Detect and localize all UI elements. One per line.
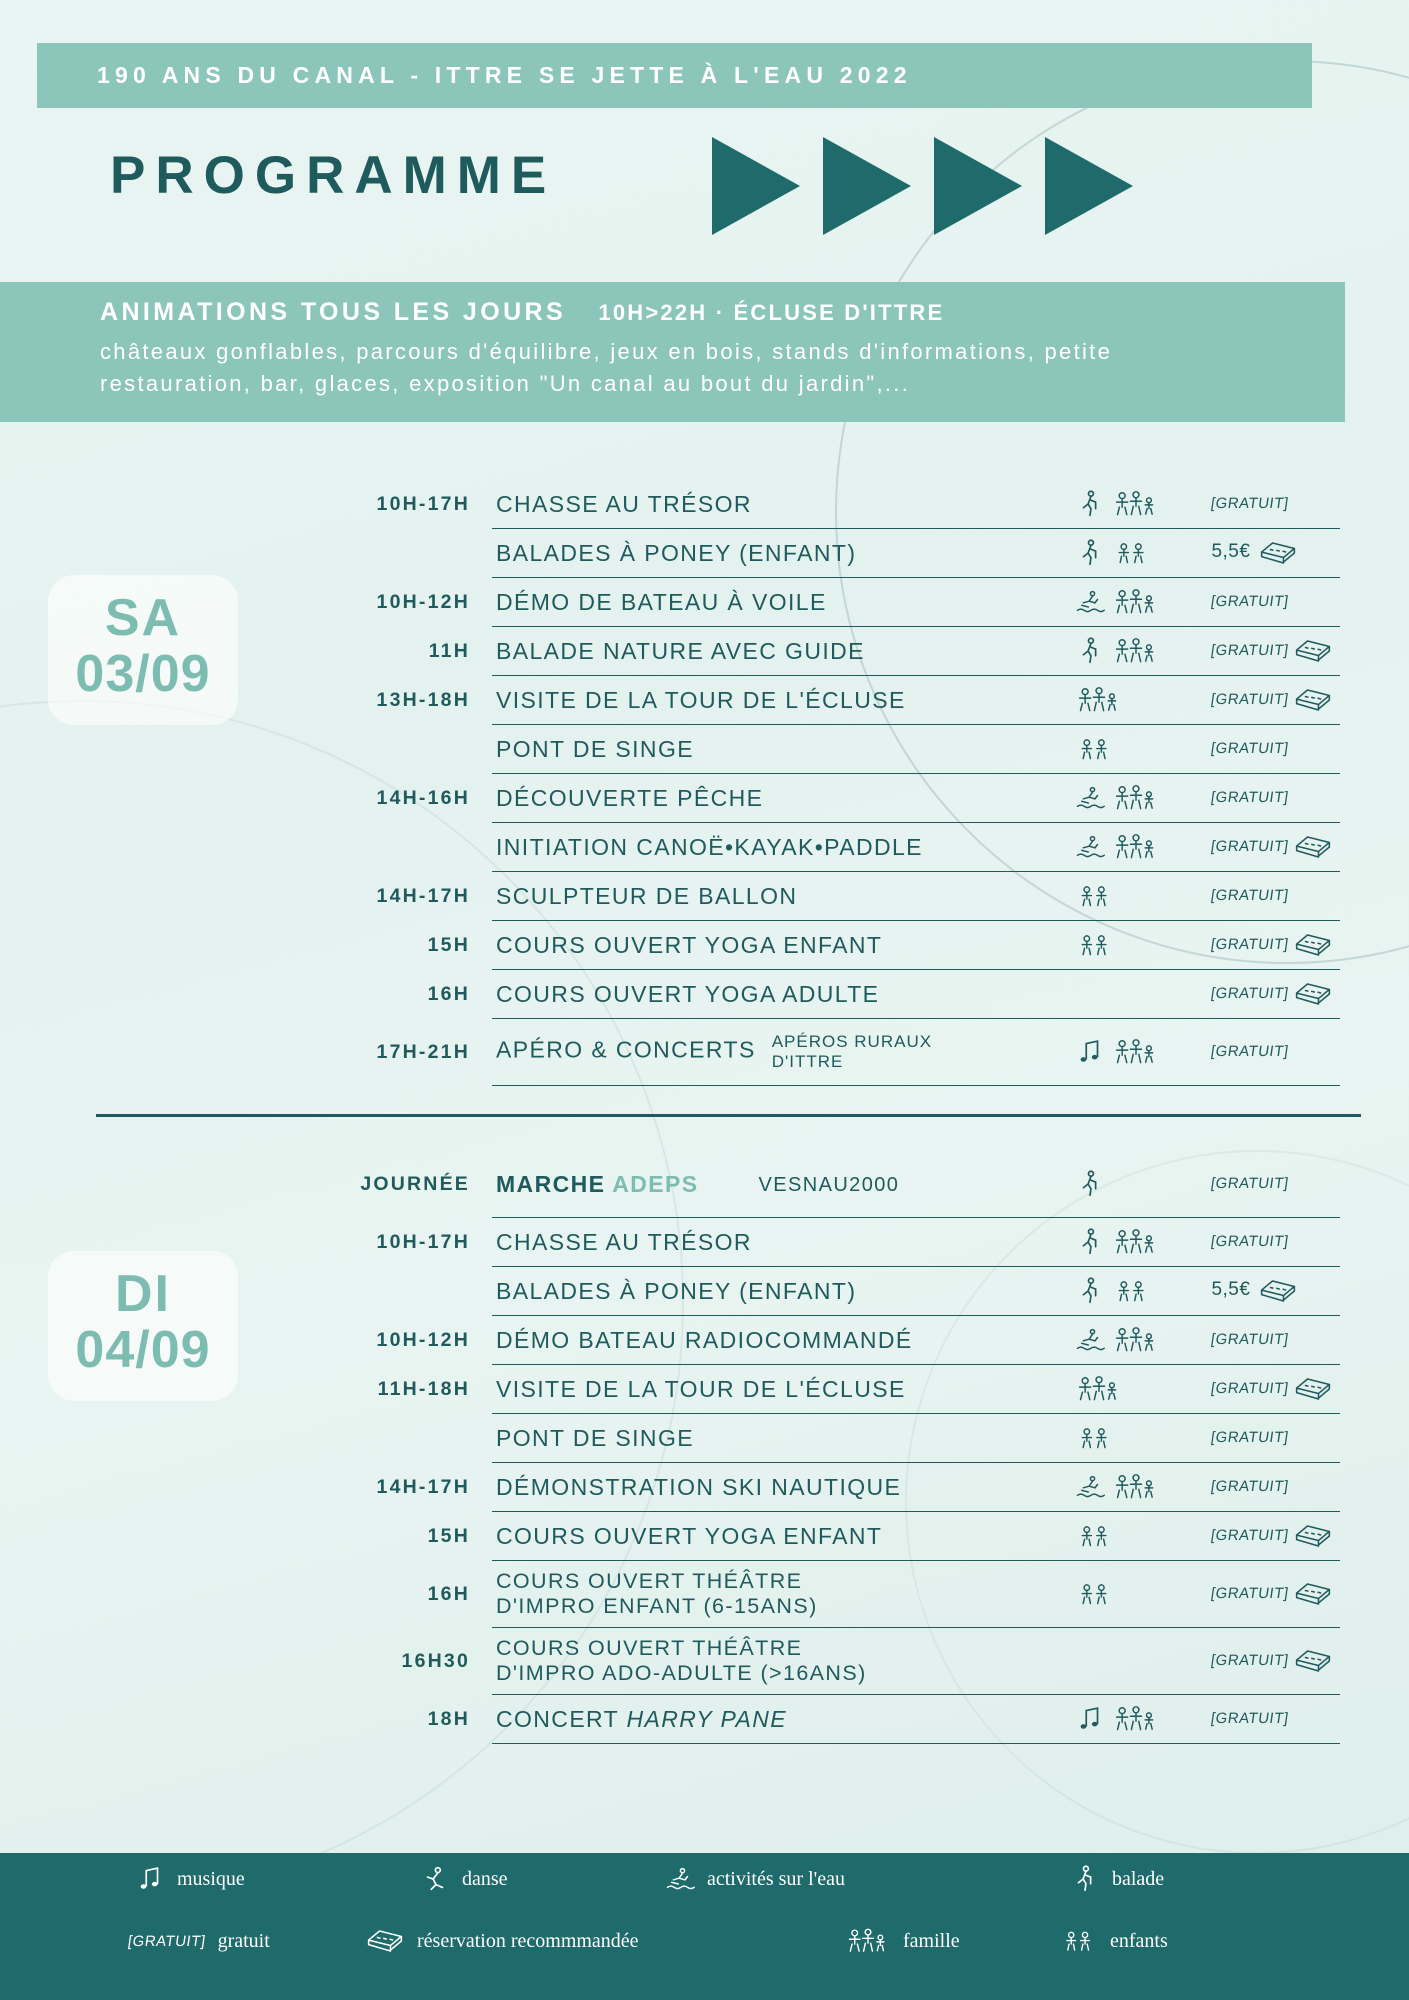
row-price	[1205, 725, 1340, 774]
day-date: 03/09	[75, 644, 211, 703]
row-time: 16H	[427, 1582, 470, 1605]
row-time: 11H	[428, 639, 470, 662]
row-time: 10H-12H	[376, 1328, 470, 1351]
row-title: MARCHE ADEPS VESNAU2000	[492, 1151, 1075, 1218]
eau-icon	[1075, 587, 1105, 617]
enfants-icon	[1075, 1520, 1115, 1552]
row-title: COURS OUVERT YOGA ENFANT	[492, 1512, 1075, 1561]
ticket-icon	[1293, 979, 1333, 1009]
top-banner-text: 190 ANS DU CANAL - ITTRE SE JETTE À L'EAU 2022	[97, 62, 912, 88]
legend-label: musique	[177, 1867, 245, 1890]
row-time: 10H-17H	[376, 1230, 470, 1253]
enfants-icon	[1060, 1926, 1098, 1956]
day-separator	[96, 1114, 1361, 1117]
day-schedule-table	[330, 1151, 1340, 1744]
row-title: CHASSE AU TRÉSOR	[492, 480, 1075, 529]
enfants-icon	[1112, 537, 1152, 569]
famille-icon	[1112, 488, 1160, 520]
gratuit-badge: [GRATUIT]	[1210, 642, 1291, 660]
animations-band	[0, 282, 1345, 422]
gratuit-badge: [GRATUIT]	[1210, 1585, 1291, 1603]
row-title: SCULPTEUR DE BALLON	[492, 872, 1075, 921]
row-time: 15H	[427, 933, 470, 956]
triangle-decoration	[712, 137, 1133, 235]
musique-icon	[135, 1864, 165, 1894]
row-time: 18H	[427, 1707, 470, 1730]
row-price	[1205, 1628, 1340, 1695]
row-title: BALADES À PONEY (ENFANT)	[492, 529, 1075, 578]
day-schedule-table	[330, 480, 1340, 1086]
famille-icon	[845, 1926, 891, 1956]
enfants-icon	[1075, 1578, 1115, 1610]
row-title: APÉRO & CONCERTS APÉROS RURAUX D'ITTRE	[492, 1019, 1075, 1086]
gratuit-icon: [GRATUIT]	[126, 1932, 207, 1950]
row-price	[1205, 1316, 1340, 1365]
row-price	[1205, 627, 1340, 676]
row-icons	[1075, 1512, 1205, 1561]
balade-icon	[1075, 1227, 1105, 1257]
row-icons	[1075, 1019, 1205, 1086]
gratuit-badge: [GRATUIT]	[1210, 1527, 1291, 1545]
animations-title	[100, 298, 1345, 327]
price-value: 5,5€	[1211, 1279, 1251, 1301]
balade-icon	[1070, 1864, 1100, 1894]
row-price	[1205, 1267, 1340, 1316]
row-time	[330, 529, 492, 578]
gratuit-badge: [GRATUIT]	[1210, 838, 1291, 856]
famille-icon	[1112, 831, 1160, 863]
gratuit-badge: [GRATUIT]	[1210, 936, 1291, 954]
row-price	[1205, 1695, 1340, 1744]
row-icons	[1075, 1316, 1205, 1365]
legend-item	[420, 1864, 508, 1894]
animations-title-hours: 10H>22H · ÉCLUSE D'ITTRE	[598, 300, 945, 325]
table-row	[330, 725, 1340, 774]
enfants-icon	[1075, 880, 1115, 912]
gratuit-badge: [GRATUIT]	[1210, 1043, 1291, 1060]
legend-footer	[0, 1853, 1409, 2000]
table-row	[330, 1463, 1340, 1512]
table-row	[330, 1561, 1340, 1628]
gratuit-badge: [GRATUIT]	[1210, 1233, 1291, 1250]
ticket-icon	[1293, 832, 1333, 862]
row-price	[1205, 1561, 1340, 1628]
table-row	[330, 823, 1340, 872]
price-value: 5,5€	[1211, 541, 1251, 563]
table-row	[330, 921, 1340, 970]
table-row	[330, 1316, 1340, 1365]
row-icons	[1075, 578, 1205, 627]
legend-label: gratuit	[217, 1929, 270, 1952]
table-row	[330, 676, 1340, 725]
ticket-icon	[1293, 685, 1333, 715]
row-price	[1205, 1151, 1340, 1218]
gratuit-badge: [GRATUIT]	[1210, 593, 1291, 610]
row-icons	[1075, 1561, 1205, 1628]
day-date: 04/09	[75, 1320, 211, 1379]
schedule	[0, 480, 1409, 1744]
row-icons	[1075, 1695, 1205, 1744]
row-icons	[1075, 823, 1205, 872]
row-price	[1205, 823, 1340, 872]
day-group	[0, 480, 1409, 1086]
day-badge	[48, 1251, 238, 1401]
ticket-icon	[1293, 1521, 1333, 1551]
row-subtitle: APÉROS RURAUX D'ITTRE	[771, 1032, 933, 1071]
musique-icon	[1075, 1037, 1105, 1067]
famille-icon	[1112, 1324, 1160, 1356]
day-name: SA	[104, 589, 182, 647]
row-price	[1205, 1365, 1340, 1414]
triangle-icon	[934, 137, 1022, 235]
row-price	[1205, 921, 1340, 970]
row-time	[330, 1414, 492, 1463]
triangle-icon	[712, 137, 800, 235]
ticket-icon	[365, 1926, 405, 1956]
row-time: 14H-17H	[376, 1475, 470, 1498]
row-price	[1205, 1512, 1340, 1561]
row-title: COURS OUVERT YOGA ENFANT	[492, 921, 1075, 970]
row-time	[330, 1267, 492, 1316]
row-time: 17H-21H	[376, 1040, 470, 1063]
legend-item	[845, 1926, 960, 1956]
famille-icon	[1112, 586, 1160, 618]
table-row	[330, 1695, 1340, 1744]
table-row	[330, 1512, 1340, 1561]
musique-icon	[1075, 1704, 1105, 1734]
row-icons	[1075, 970, 1205, 1019]
row-subtitle: VESNAU2000	[758, 1173, 900, 1196]
row-time: 10H-17H	[376, 492, 470, 515]
row-price	[1205, 872, 1340, 921]
balade-icon	[1075, 1169, 1105, 1199]
row-time: 16H	[427, 982, 470, 1005]
eau-icon	[665, 1864, 695, 1894]
row-time	[330, 725, 492, 774]
legend-item	[1070, 1864, 1164, 1894]
table-row	[330, 970, 1340, 1019]
gratuit-badge: [GRATUIT]	[1210, 887, 1291, 904]
legend-label: balade	[1112, 1867, 1165, 1890]
legend-label: réservation recommmandée	[417, 1929, 639, 1952]
balade-icon	[1075, 538, 1105, 568]
table-row	[330, 1628, 1340, 1695]
ticket-icon	[1258, 1276, 1298, 1306]
famille-icon	[1112, 1471, 1160, 1503]
balade-icon	[1075, 1276, 1105, 1306]
top-banner	[37, 43, 1312, 108]
gratuit-badge: [GRATUIT]	[1210, 1331, 1291, 1348]
table-row	[330, 627, 1340, 676]
ticket-icon	[1293, 636, 1333, 666]
table-row	[330, 578, 1340, 627]
row-icons	[1075, 1628, 1205, 1695]
legend-label: enfants	[1110, 1929, 1168, 1952]
row-price	[1205, 1463, 1340, 1512]
famille-icon	[1075, 1373, 1123, 1405]
famille-icon	[1112, 782, 1160, 814]
table-row	[330, 1414, 1340, 1463]
balade-icon	[1075, 489, 1105, 519]
enfants-icon	[1075, 733, 1115, 765]
balade-icon	[1075, 636, 1105, 666]
row-title: CHASSE AU TRÉSOR	[492, 1218, 1075, 1267]
row-time: JOURNÉE	[360, 1172, 470, 1195]
row-icons	[1075, 1414, 1205, 1463]
gratuit-badge: [GRATUIT]	[1210, 1652, 1291, 1670]
row-price	[1205, 578, 1340, 627]
animations-description: châteaux gonflables, parcours d'équilibre, jeux en bois, stands d'informations, petite restauration, bar, glaces, exposition "Un canal au bout du jardin",...	[100, 339, 1113, 396]
table-row	[330, 1267, 1340, 1316]
row-icons	[1075, 774, 1205, 823]
table-row	[330, 529, 1340, 578]
row-title: COURS OUVERT YOGA ADULTE	[492, 970, 1075, 1019]
legend-label: danse	[462, 1867, 508, 1890]
row-time: 14H-17H	[376, 884, 470, 907]
row-icons	[1075, 1463, 1205, 1512]
legend-label: activités sur l'eau	[707, 1867, 845, 1890]
ticket-icon	[1293, 1579, 1333, 1609]
legend-label: famille	[903, 1929, 960, 1952]
row-title: PONT DE SINGE	[492, 725, 1075, 774]
row-icons	[1075, 480, 1205, 529]
legend-item	[128, 1930, 270, 1953]
table-row	[330, 872, 1340, 921]
day-group	[0, 1151, 1409, 1744]
row-icons	[1075, 1151, 1205, 1218]
table-row	[330, 774, 1340, 823]
gratuit-badge: [GRATUIT]	[1210, 1478, 1291, 1495]
enfants-icon	[1075, 1422, 1115, 1454]
enfants-icon	[1075, 929, 1115, 961]
eau-icon	[1075, 1325, 1105, 1355]
row-icons	[1075, 1218, 1205, 1267]
eau-icon	[1075, 1472, 1105, 1502]
row-price	[1205, 1218, 1340, 1267]
row-price	[1205, 1414, 1340, 1463]
ticket-icon	[1293, 1646, 1333, 1676]
famille-icon	[1112, 635, 1160, 667]
animations-title-main: ANIMATIONS TOUS LES JOURS	[100, 298, 567, 326]
eau-icon	[1075, 832, 1105, 862]
row-time: 14H-16H	[376, 786, 470, 809]
triangle-icon	[823, 137, 911, 235]
row-title: INITIATION CANOË•KAYAK•PADDLE	[492, 823, 1075, 872]
table-row	[330, 1019, 1340, 1086]
row-icons	[1075, 676, 1205, 725]
row-title: COURS OUVERT THÉÂTRE D'IMPRO ADO-ADULTE (>16ANS)	[492, 1628, 1075, 1695]
page-title: PROGRAMME	[110, 146, 557, 205]
triangle-icon	[1045, 137, 1133, 235]
row-icons	[1075, 725, 1205, 774]
gratuit-badge: [GRATUIT]	[1210, 1175, 1291, 1192]
ticket-icon	[1293, 1374, 1333, 1404]
row-icons	[1075, 1365, 1205, 1414]
row-icons	[1075, 627, 1205, 676]
ticket-icon	[1293, 930, 1333, 960]
table-row	[330, 1218, 1340, 1267]
gratuit-badge: [GRATUIT]	[1210, 1710, 1291, 1727]
row-time: 15H	[427, 1524, 470, 1547]
gratuit-badge: [GRATUIT]	[1210, 740, 1291, 757]
row-price	[1205, 676, 1340, 725]
famille-icon	[1112, 1703, 1160, 1735]
row-time: 11H-18H	[377, 1377, 470, 1400]
row-icons	[1075, 872, 1205, 921]
danse-icon	[420, 1864, 450, 1894]
table-row	[330, 1151, 1340, 1218]
gratuit-badge: [GRATUIT]	[1210, 1429, 1291, 1446]
row-price	[1205, 1019, 1340, 1086]
row-icons	[1075, 1267, 1205, 1316]
legend-item	[365, 1926, 639, 1956]
gratuit-badge: [GRATUIT]	[1210, 985, 1291, 1003]
row-price	[1205, 774, 1340, 823]
gratuit-badge: [GRATUIT]	[1210, 1380, 1291, 1398]
legend-item	[135, 1864, 245, 1894]
ticket-icon	[1258, 538, 1298, 568]
famille-icon	[1075, 684, 1123, 716]
table-row	[330, 1365, 1340, 1414]
row-title: BALADE NATURE AVEC GUIDE	[492, 627, 1075, 676]
table-row	[330, 480, 1340, 529]
famille-icon	[1112, 1036, 1160, 1068]
programme-header	[0, 135, 1409, 240]
row-icons	[1075, 529, 1205, 578]
row-price	[1205, 970, 1340, 1019]
row-title: DÉCOUVERTE PÊCHE	[492, 774, 1075, 823]
legend-item	[1060, 1926, 1168, 1956]
row-time	[330, 823, 492, 872]
eau-icon	[1075, 783, 1105, 813]
legend-item	[665, 1864, 845, 1894]
row-title: BALADES À PONEY (ENFANT)	[492, 1267, 1075, 1316]
row-time: 10H-12H	[376, 590, 470, 613]
gratuit-badge: [GRATUIT]	[1210, 789, 1291, 806]
row-price	[1205, 480, 1340, 529]
row-title: DÉMO BATEAU RADIOCOMMANDÉ	[492, 1316, 1075, 1365]
famille-icon	[1112, 1226, 1160, 1258]
row-time: 13H-18H	[376, 688, 470, 711]
gratuit-badge: [GRATUIT]	[1210, 495, 1291, 512]
row-title: CONCERT HARRY PANE	[492, 1695, 1075, 1744]
day-badge	[48, 575, 238, 725]
row-title: DÉMONSTRATION SKI NAUTIQUE	[492, 1463, 1075, 1512]
enfants-icon	[1112, 1275, 1152, 1307]
row-price	[1205, 529, 1340, 578]
row-title: DÉMO DE BATEAU À VOILE	[492, 578, 1075, 627]
row-title: VISITE DE LA TOUR DE L'ÉCLUSE	[492, 676, 1075, 725]
gratuit-badge: [GRATUIT]	[1210, 691, 1291, 709]
day-name: DI	[115, 1265, 171, 1323]
row-icons	[1075, 921, 1205, 970]
row-time: 16H30	[401, 1649, 470, 1672]
row-title: PONT DE SINGE	[492, 1414, 1075, 1463]
row-title: VISITE DE LA TOUR DE L'ÉCLUSE	[492, 1365, 1075, 1414]
row-title: COURS OUVERT THÉÂTRE D'IMPRO ENFANT (6-15ANS)	[492, 1561, 1075, 1628]
